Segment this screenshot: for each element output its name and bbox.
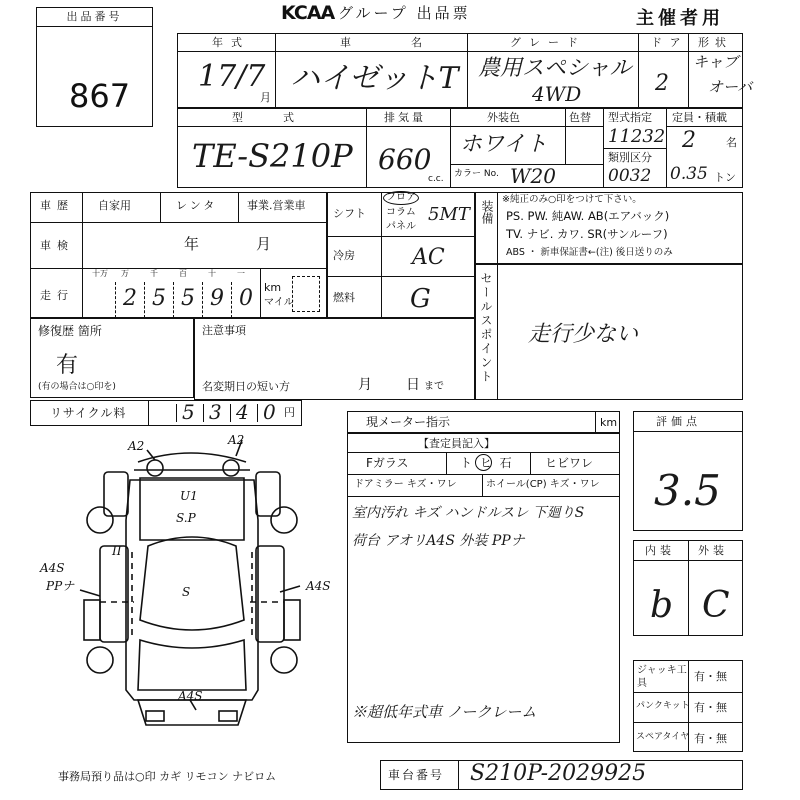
shaken-month: 月 (256, 235, 272, 253)
repair-label: 修復歴 箇所 (38, 324, 102, 338)
colorno-value: W20 (510, 164, 557, 188)
km-label: km (264, 281, 282, 294)
lot-number: 867 (69, 77, 131, 115)
recycle-unit: 円 (284, 406, 295, 419)
lot-label: 出品番号 (37, 8, 152, 27)
mirror-label: ドアミラー キズ・ワレ (354, 479, 457, 490)
shift-label: シフト (333, 207, 366, 220)
exterior-value: C (702, 585, 730, 626)
grade-value-2: 4WD (532, 82, 582, 106)
class-value: 0032 (608, 166, 652, 186)
shape-label: 形状 (698, 36, 732, 49)
class-label: 類別区分 (608, 151, 652, 164)
shift-opt-column: コラム (386, 207, 416, 218)
grade-value-1: 農用スペシャル (478, 56, 632, 81)
mileage-digit: 0 (239, 286, 253, 311)
notice-label: 注意事項 (202, 324, 246, 337)
shift-opt-floor: フロア (386, 192, 416, 203)
header-title: グループ 出品票 (338, 4, 471, 22)
color-value: ホワイト (460, 132, 548, 157)
year-label: 年式 (212, 36, 250, 49)
fglass-label: Fガラス (366, 456, 409, 470)
model-label: 型式 (232, 111, 334, 124)
interior-label: 内装 (645, 544, 675, 557)
inspector-label: 【査定員記入】 (418, 437, 495, 450)
diagram-mark-a2-left: A2 (128, 439, 145, 453)
recycle-label: リサイクル料 (50, 406, 127, 420)
equipment-note: ※純正のみ○印をつけて下さい。 (502, 194, 642, 205)
mileage-digit-label: 千 (150, 269, 158, 278)
door-value: 2 (655, 71, 669, 96)
diagram-mark-sp: S.P (176, 511, 196, 525)
mileage-label: 走行 (40, 289, 74, 302)
shape-value-1: キャブ (693, 53, 739, 71)
fuel-value: G (410, 284, 431, 314)
chassis-label: 車台番号 (388, 768, 445, 782)
shape-value-2: オーバ (708, 78, 753, 96)
equipment-line2: TV. ナビ. カワ. SR(サンルーフ) (506, 227, 668, 241)
diagram-mark-u1: U1 (180, 489, 198, 503)
mileage-digit-label: 十 (208, 269, 216, 278)
diagram-mark-ii: II (112, 544, 122, 558)
model-value: TE-S210P (192, 137, 353, 175)
shift-floor-circle (383, 191, 419, 205)
ac-label: 冷房 (333, 249, 355, 262)
mileage-digit: 5 (152, 286, 166, 311)
mile-label: マイル (264, 297, 294, 308)
mileage-digit: 2 (123, 286, 137, 311)
mileage-digit-label: 万 (121, 269, 129, 278)
score-value: 3.5 (654, 466, 721, 515)
fuel-label: 燃料 (333, 291, 355, 304)
wheel-label: ホイール(CP) キズ・ワレ (486, 479, 600, 490)
diagram-mark-a2-right: A2 (228, 433, 245, 447)
mileage-digit: 5 (181, 286, 195, 311)
inspector-note-3: ※超低年式車 ノークレーム (352, 703, 537, 721)
name-label: 車名 (340, 36, 482, 49)
lot-box (36, 7, 153, 127)
katashiki-label: 型式指定 (608, 111, 652, 124)
exterior-label: 外装 (698, 544, 728, 557)
inspector-note-2: 荷台 アオリA4S 外装 PPナ (352, 533, 525, 549)
mileage-digit-label: 十万 (92, 269, 108, 278)
inspector-note-1: 室内汚れ キズ ハンドルスレ 下廻りS (352, 505, 585, 521)
diagram-mark-s: S (182, 585, 191, 599)
header-audience: 主催者用 (636, 8, 724, 29)
puncture-label: パンクキット (636, 701, 690, 711)
load-value: 0.35 (670, 164, 708, 184)
recycle-digit: 0 (263, 400, 276, 424)
jack-label: ジャッキ工具 (637, 665, 687, 689)
history-opt-rental: レンタ (176, 199, 218, 212)
meter-label: 現メーター指示 (366, 415, 451, 429)
deadline-suffix: まで (424, 381, 444, 392)
year-unit: 月 (260, 91, 271, 104)
repair-note: (有の場合は○印を) (38, 382, 116, 392)
shift-value: 5MT (428, 204, 470, 225)
color-label: 外装色 (487, 111, 520, 124)
history-label: 車歴 (40, 199, 74, 212)
spare-options: 有・無 (694, 732, 727, 745)
deadline-label: 名変期日の短い方 (202, 380, 290, 393)
capacity-unit: 名 (726, 136, 737, 149)
chassis-value: S210P-2029925 (470, 761, 647, 786)
diagram-mark-a4s-right: A4S (306, 579, 331, 593)
shaken-label: 車検 (40, 239, 74, 252)
disp-value: 660 (378, 143, 432, 176)
grade-label: グレード (510, 36, 586, 49)
equipment-label: 装備 (480, 200, 494, 224)
color-no-label: 色替 (569, 111, 591, 124)
shift-opt-panel: パネル (386, 221, 416, 232)
fglass-circle (475, 454, 492, 471)
puncture-options: 有・無 (694, 701, 727, 714)
office-note: 事務局預り品は○印 カギ リモコン ナビロム (58, 770, 277, 783)
fglass-options: ト ヒ 石 (460, 456, 514, 470)
mileage-digit: 9 (210, 286, 224, 311)
history-opt-business: 事業.営業車 (247, 199, 306, 212)
sales-label: セールスポイント (479, 272, 493, 384)
mile-checkbox[interactable] (292, 276, 320, 312)
recycle-digit: 3 (209, 400, 222, 424)
disp-unit: c.c. (428, 174, 444, 184)
name-value: ハイゼットT (290, 61, 459, 96)
jack-options: 有・無 (694, 670, 727, 683)
recycle-digit: 5 (182, 400, 195, 424)
colorno-label: カラー No. (454, 169, 499, 179)
capacity-value: 2 (682, 128, 696, 153)
katashiki-value: 11232 (608, 126, 666, 147)
recycle-digit: 4 (236, 400, 249, 424)
equipment-line1: PS. PW. 純AW. AB(エアバック) (506, 209, 670, 223)
diagram-mark-ppna-left: PPナ (46, 579, 75, 593)
equipment-line3: ABS ・ 新車保証書←(注) 後日送りのみ (506, 247, 673, 258)
disp-label: 排気量 (384, 111, 426, 124)
door-label: ドア (651, 36, 689, 49)
shaken-year: 年 (184, 235, 200, 253)
meter-unit: km (600, 416, 618, 429)
spare-label: スペアタイヤ (636, 732, 690, 742)
crack-label: ヒビワレ (545, 456, 594, 470)
interior-value: b (650, 585, 674, 626)
sales-value: 走行少ない (528, 322, 639, 347)
year-value: 17/7 (198, 59, 266, 94)
history-opt-private: 自家用 (98, 199, 131, 212)
capacity-label: 定員・積載 (672, 111, 727, 124)
deadline-day: 日 (406, 377, 420, 393)
ac-value: AC (412, 245, 445, 270)
brand-logo: KCAA (281, 2, 335, 24)
load-unit: トン (714, 171, 736, 184)
mileage-digit-label: 一 (237, 269, 245, 278)
diagram-mark-a4s-bottom: A4S (178, 689, 203, 703)
repair-value: 有 (56, 353, 79, 378)
deadline-month: 月 (358, 377, 372, 393)
diagram-mark-a4s-left: A4S (40, 561, 65, 575)
mileage-digit-label: 百 (179, 269, 187, 278)
score-label: 評価点 (656, 415, 701, 428)
